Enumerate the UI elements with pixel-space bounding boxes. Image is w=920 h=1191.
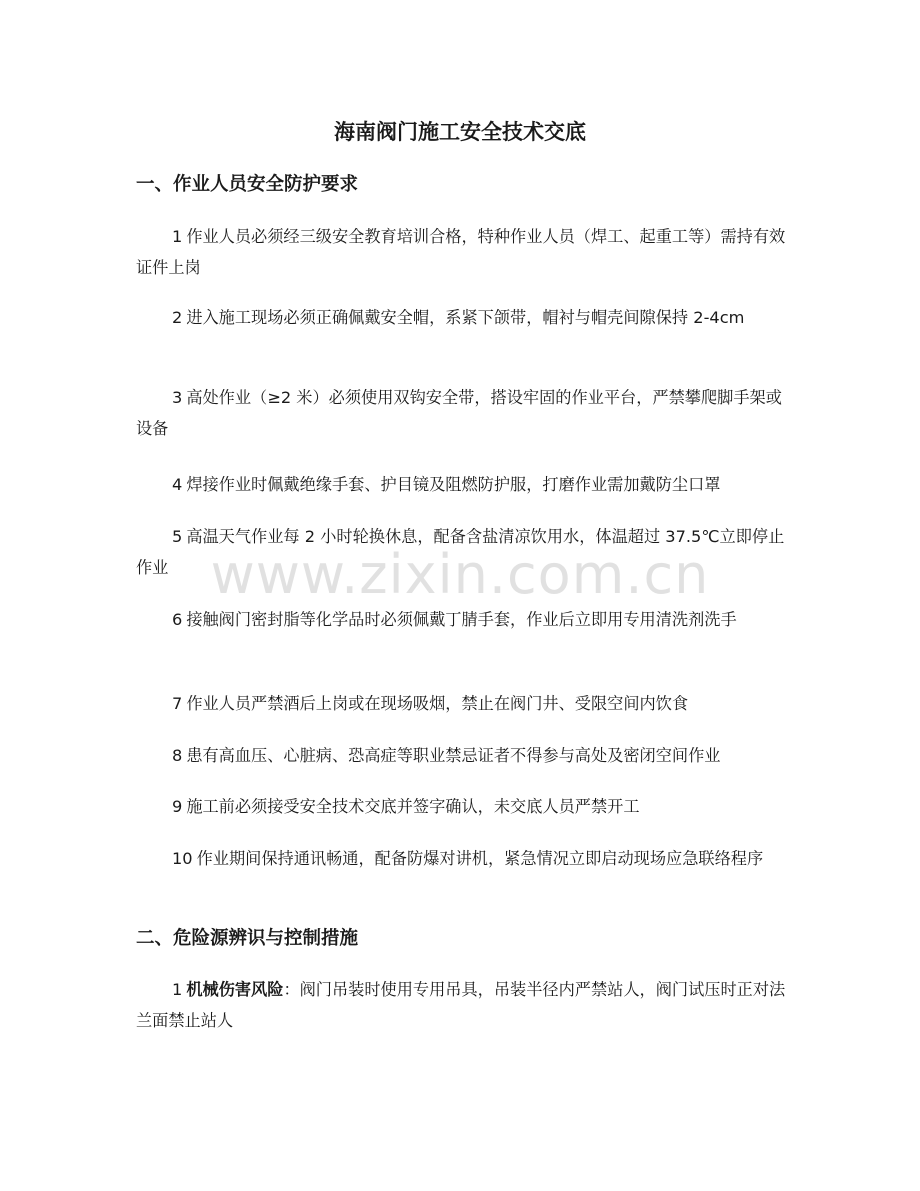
item-text: 作业期间保持通讯畅通，配备防爆对讲机，紧急情况立即启动现场应急联络程序 [196,849,764,868]
list-item [136,382,788,444]
item-number: 1 [172,227,183,246]
list-item [136,221,788,283]
item-number: 9 [172,797,183,816]
item-number: 5 [172,527,183,546]
item-number: 4 [172,475,183,494]
item-text: 高处作业（≥2 米）必须使用双钩安全带，搭设牢固的作业平台，严禁攀爬脚手架或设备 [136,388,782,438]
list-item [136,740,788,771]
document-title: 海南阀门施工安全技术交底 [334,120,586,144]
item-text: 患有高血压、心脏病、恐高症等职业禁忌证者不得参与高处及密闭空间作业 [186,746,721,765]
item-text: 作业人员严禁酒后上岗或在现场吸烟，禁止在阀门井、受限空间内饮食 [186,694,689,713]
item-text: ：阀门吊装时使用专用吊具，吊装半径内严禁站人，阀门试压时正对法兰面禁止站人 [136,980,786,1030]
list-item [136,688,788,719]
item-number: 2 [172,308,183,327]
list-item [136,521,788,583]
item-number: 10 [172,849,193,868]
item-number: 3 [172,388,183,407]
item-keyword: 机械伤害风险 [186,980,284,999]
item-number: 8 [172,746,183,765]
item-text: 施工前必须接受安全技术交底并签字确认，未交底人员严禁开工 [186,797,640,816]
item-text: 进入施工现场必须正确佩戴安全帽，系紧下颌带，帽衬与帽壳间隙保持 2-4cm [186,308,745,327]
item-number: 6 [172,610,183,629]
list-item [136,302,788,333]
list-item [136,974,788,1036]
section-heading-protection: 一、作业人员安全防护要求 [136,174,359,195]
section-heading-hazards: 二、危险源辨识与控制措施 [136,928,359,949]
watermark: www.zixin.com.cn [210,543,710,606]
item-number: 1 [172,980,183,999]
list-item [136,843,788,874]
item-number: 7 [172,694,183,713]
item-text: 接触阀门密封脂等化学品时必须佩戴丁腈手套，作业后立即用专用清洗剂洗手 [186,610,737,629]
item-text: 作业人员必须经三级安全教育培训合格，特种作业人员（焊工、起重工等）需持有效证件上岗 [136,227,786,277]
list-item [136,469,788,500]
item-text: 高温天气作业每 2 小时轮换休息，配备含盐清凉饮用水，体温超过 37.5℃立即停止作业 [136,527,785,577]
list-item [136,604,788,635]
item-text: 焊接作业时佩戴绝缘手套、护目镜及阻燃防护服，打磨作业需加戴防尘口罩 [186,475,721,494]
list-item [136,791,788,822]
